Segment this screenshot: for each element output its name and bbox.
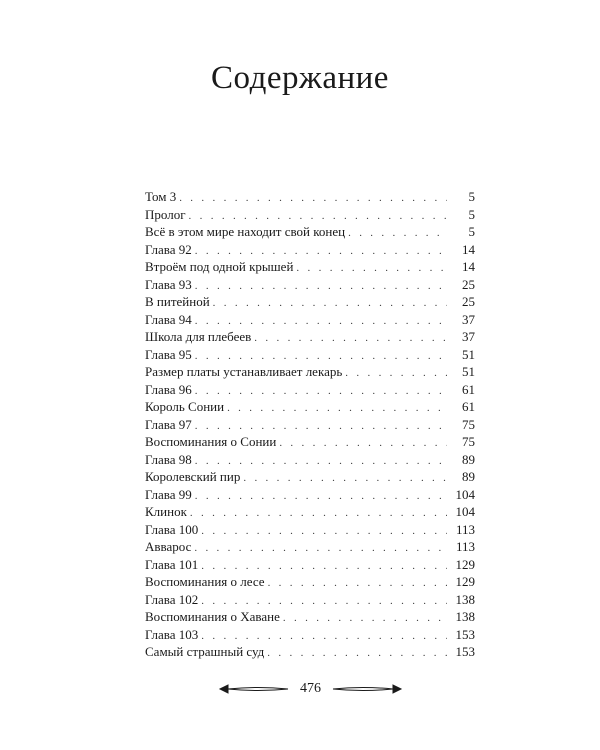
toc-entry-page: 153 [455,626,475,642]
toc-entry-page: 138 [455,591,475,607]
toc-entry-title: Король Сонии [145,399,225,414]
toc-entry-page: 14 [462,259,475,274]
toc-entry [145,381,475,399]
toc-entry-title: Авварос [145,539,192,554]
toc-dot-leader [195,278,447,296]
toc-entry [145,328,475,346]
table-of-contents [145,188,475,661]
toc-dot-leader [268,575,447,593]
toc-entry-title: Глава 101 [145,556,199,572]
toc-dot-leader [348,225,447,243]
toc-entry-title: Глава 93 [145,276,192,292]
toc-dot-leader [194,540,447,558]
toc-entry [145,276,475,294]
toc-entry-title: Глава 102 [145,591,199,607]
toc-entry-page: 104 [455,486,475,502]
toc-entry-title: Глава 103 [145,626,199,642]
page-footer [218,679,403,699]
toc-dot-leader [201,523,447,541]
toc-entry [145,398,475,416]
toc-entry-title: Размер платы устанавливает лекарь [145,364,343,379]
toc-entry [145,643,475,661]
toc-entry-title: Глава 92 [145,241,192,257]
toc-entry-page: 89 [462,469,475,484]
toc-entry-title: Втроём под одной крышей [145,259,294,274]
toc-entry [145,223,475,241]
toc-entry-title: Глава 100 [145,521,199,537]
toc-entry-title: Клинок [145,504,187,519]
page-number: 476 [294,681,327,697]
toc-entry-page: 89 [462,451,475,467]
toc-entry [145,241,475,259]
toc-dot-leader [243,470,447,488]
toc-entry [145,486,475,504]
toc-entry [145,591,475,609]
toc-entry-title: Воспоминания о Хаване [145,609,280,624]
toc-entry [145,521,475,539]
toc-entry-title: Том 3 [145,189,177,204]
toc-entry-title: Школа для плебеев [145,329,252,344]
toc-entry-page: 104 [455,504,475,519]
toc-entry [145,311,475,329]
toc-entry-page: 5 [468,206,475,222]
toc-entry [145,363,475,381]
toc-dot-leader [296,260,447,278]
toc-dot-leader [195,488,447,506]
toc-entry [145,608,475,626]
toc-entry-title: Глава 96 [145,381,192,397]
toc-entry-title: Глава 99 [145,486,192,502]
toc-entry-page: 37 [462,311,475,327]
toc-entry-title: Глава 94 [145,311,192,327]
toc-entry [145,503,475,521]
toc-entry-page: 25 [462,294,475,309]
toc-entry [145,433,475,451]
toc-entry [145,206,475,224]
toc-entry-title: Воспоминания о Сонии [145,434,277,449]
toc-entry-page: 25 [462,276,475,292]
toc-entry-page: 14 [462,241,475,257]
toc-dot-leader [267,645,447,663]
toc-entry [145,416,475,434]
page-title: Содержание [211,60,389,96]
toc-entry-page: 129 [455,574,475,589]
toc-entry-page: 5 [468,189,475,204]
toc-entry-page: 129 [455,556,475,572]
toc-entry-title: Глава 98 [145,451,192,467]
toc-entry-page: 138 [455,609,475,624]
toc-dot-leader [227,400,447,418]
toc-entry-title: Всё в этом мире находит свой конец [145,224,346,239]
toc-entry [145,573,475,591]
toc-entry-page: 113 [455,521,475,537]
toc-dot-leader [195,383,447,401]
toc-entry-page: 153 [455,644,475,659]
toc-entry [145,556,475,574]
toc-entry-page: 75 [462,434,475,449]
toc-entry-page: 61 [462,381,475,397]
toc-entry [145,188,475,206]
toc-entry [145,346,475,364]
toc-dot-leader [345,365,447,383]
toc-entry [145,538,475,556]
toc-entry [145,626,475,644]
toc-entry-page: 61 [462,399,475,414]
toc-dot-leader [213,295,447,313]
toc-entry-title: Воспоминания о лесе [145,574,265,589]
toc-entry-title: В питейной [145,294,210,309]
toc-dot-leader [254,330,447,348]
toc-entry [145,468,475,486]
toc-dot-leader [283,610,447,628]
toc-entry-page: 75 [462,416,475,432]
toc-entry [145,293,475,311]
toc-entry [145,258,475,276]
toc-entry-title: Глава 97 [145,416,192,432]
toc-entry-page: 37 [462,329,475,344]
toc-entry-page: 113 [455,539,475,554]
toc-entry-title: Самый страшный суд [145,644,265,659]
toc-entry-title: Глава 95 [145,346,192,362]
toc-dot-leader [179,190,447,208]
toc-entry-page: 51 [462,346,475,362]
toc-entry [145,451,475,469]
toc-entry-title: Пролог [145,206,186,222]
toc-entry-page: 5 [468,224,475,239]
toc-dot-leader [279,435,447,453]
toc-entry-page: 51 [462,364,475,379]
toc-entry-title: Королевский пир [145,469,241,484]
toc-dot-leader [190,505,447,523]
